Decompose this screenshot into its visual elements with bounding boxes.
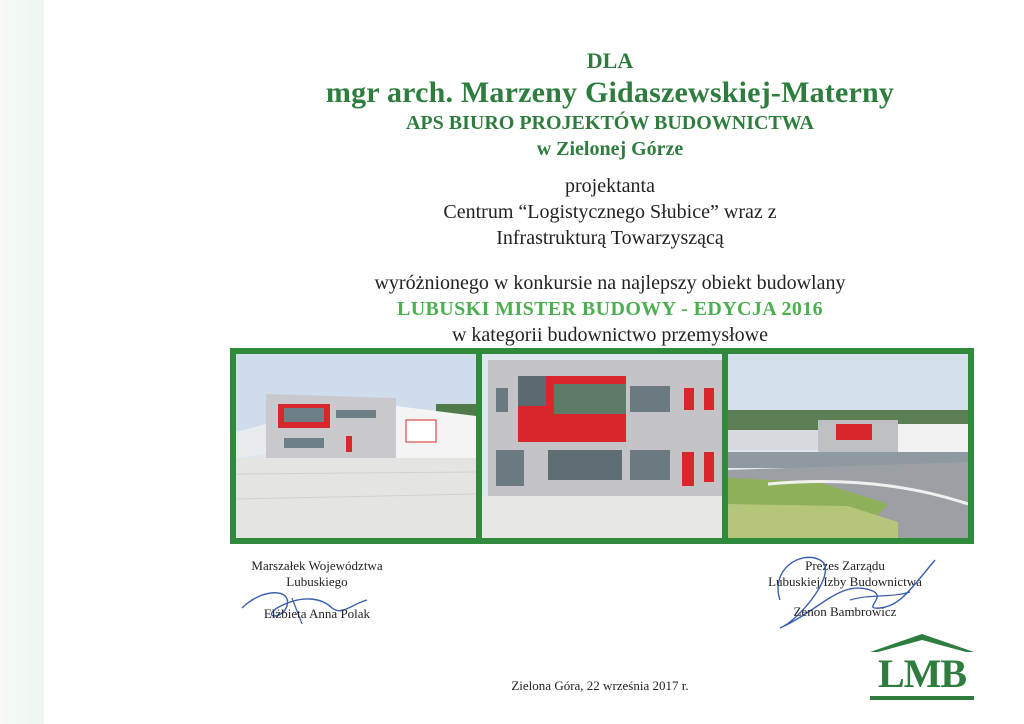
lmb-logo	[866, 632, 978, 702]
right-title-line-2: Lubuskiej Izby Budownictwa	[768, 574, 922, 589]
office-city: w Zielonej Górze	[536, 138, 684, 160]
award-intro: wyróżnionego w konkursie na najlepszy obiekt budowlany	[374, 272, 846, 294]
building-photo-right	[728, 354, 968, 538]
photo-strip	[230, 348, 974, 544]
right-title-line-1: Prezes Zarządu	[805, 558, 885, 573]
signature-right-scribble	[760, 540, 950, 635]
left-title-line-2: Lubuskiego	[286, 574, 348, 589]
building-photo-center	[482, 354, 722, 538]
award-title: LUBUSKI MISTER BUDOWY - EDYCJA 2016	[396, 298, 824, 320]
dla-label: DLA	[586, 48, 634, 73]
project-line-2: Infrastrukturą Towarzyszącą	[496, 227, 724, 249]
award-category: w kategorii budownictwo przemysłowe	[451, 324, 769, 346]
role-text: projektanta	[565, 175, 655, 197]
left-title-line-1: Marszałek Województwa	[251, 558, 383, 573]
project-line-1: Centrum “Logistycznego Słubice” wraz z	[443, 201, 777, 223]
recipient-name: mgr arch. Marzeny Gidaszewskiej-Materny	[325, 76, 895, 109]
place-and-date: Zielona Góra, 22 września 2017 r.	[511, 678, 689, 693]
vertical-title-dyplom	[30, 28, 210, 708]
signature-right-name: Zenon Bambrowicz	[793, 604, 897, 619]
signature-left-name: Elżbieta Anna Polak	[263, 606, 371, 621]
office-name: APS BIURO PROJEKTÓW BUDOWNICTWA	[405, 112, 815, 134]
building-photo-left	[236, 354, 476, 538]
lmb-logo-text: LMB	[877, 651, 967, 696]
